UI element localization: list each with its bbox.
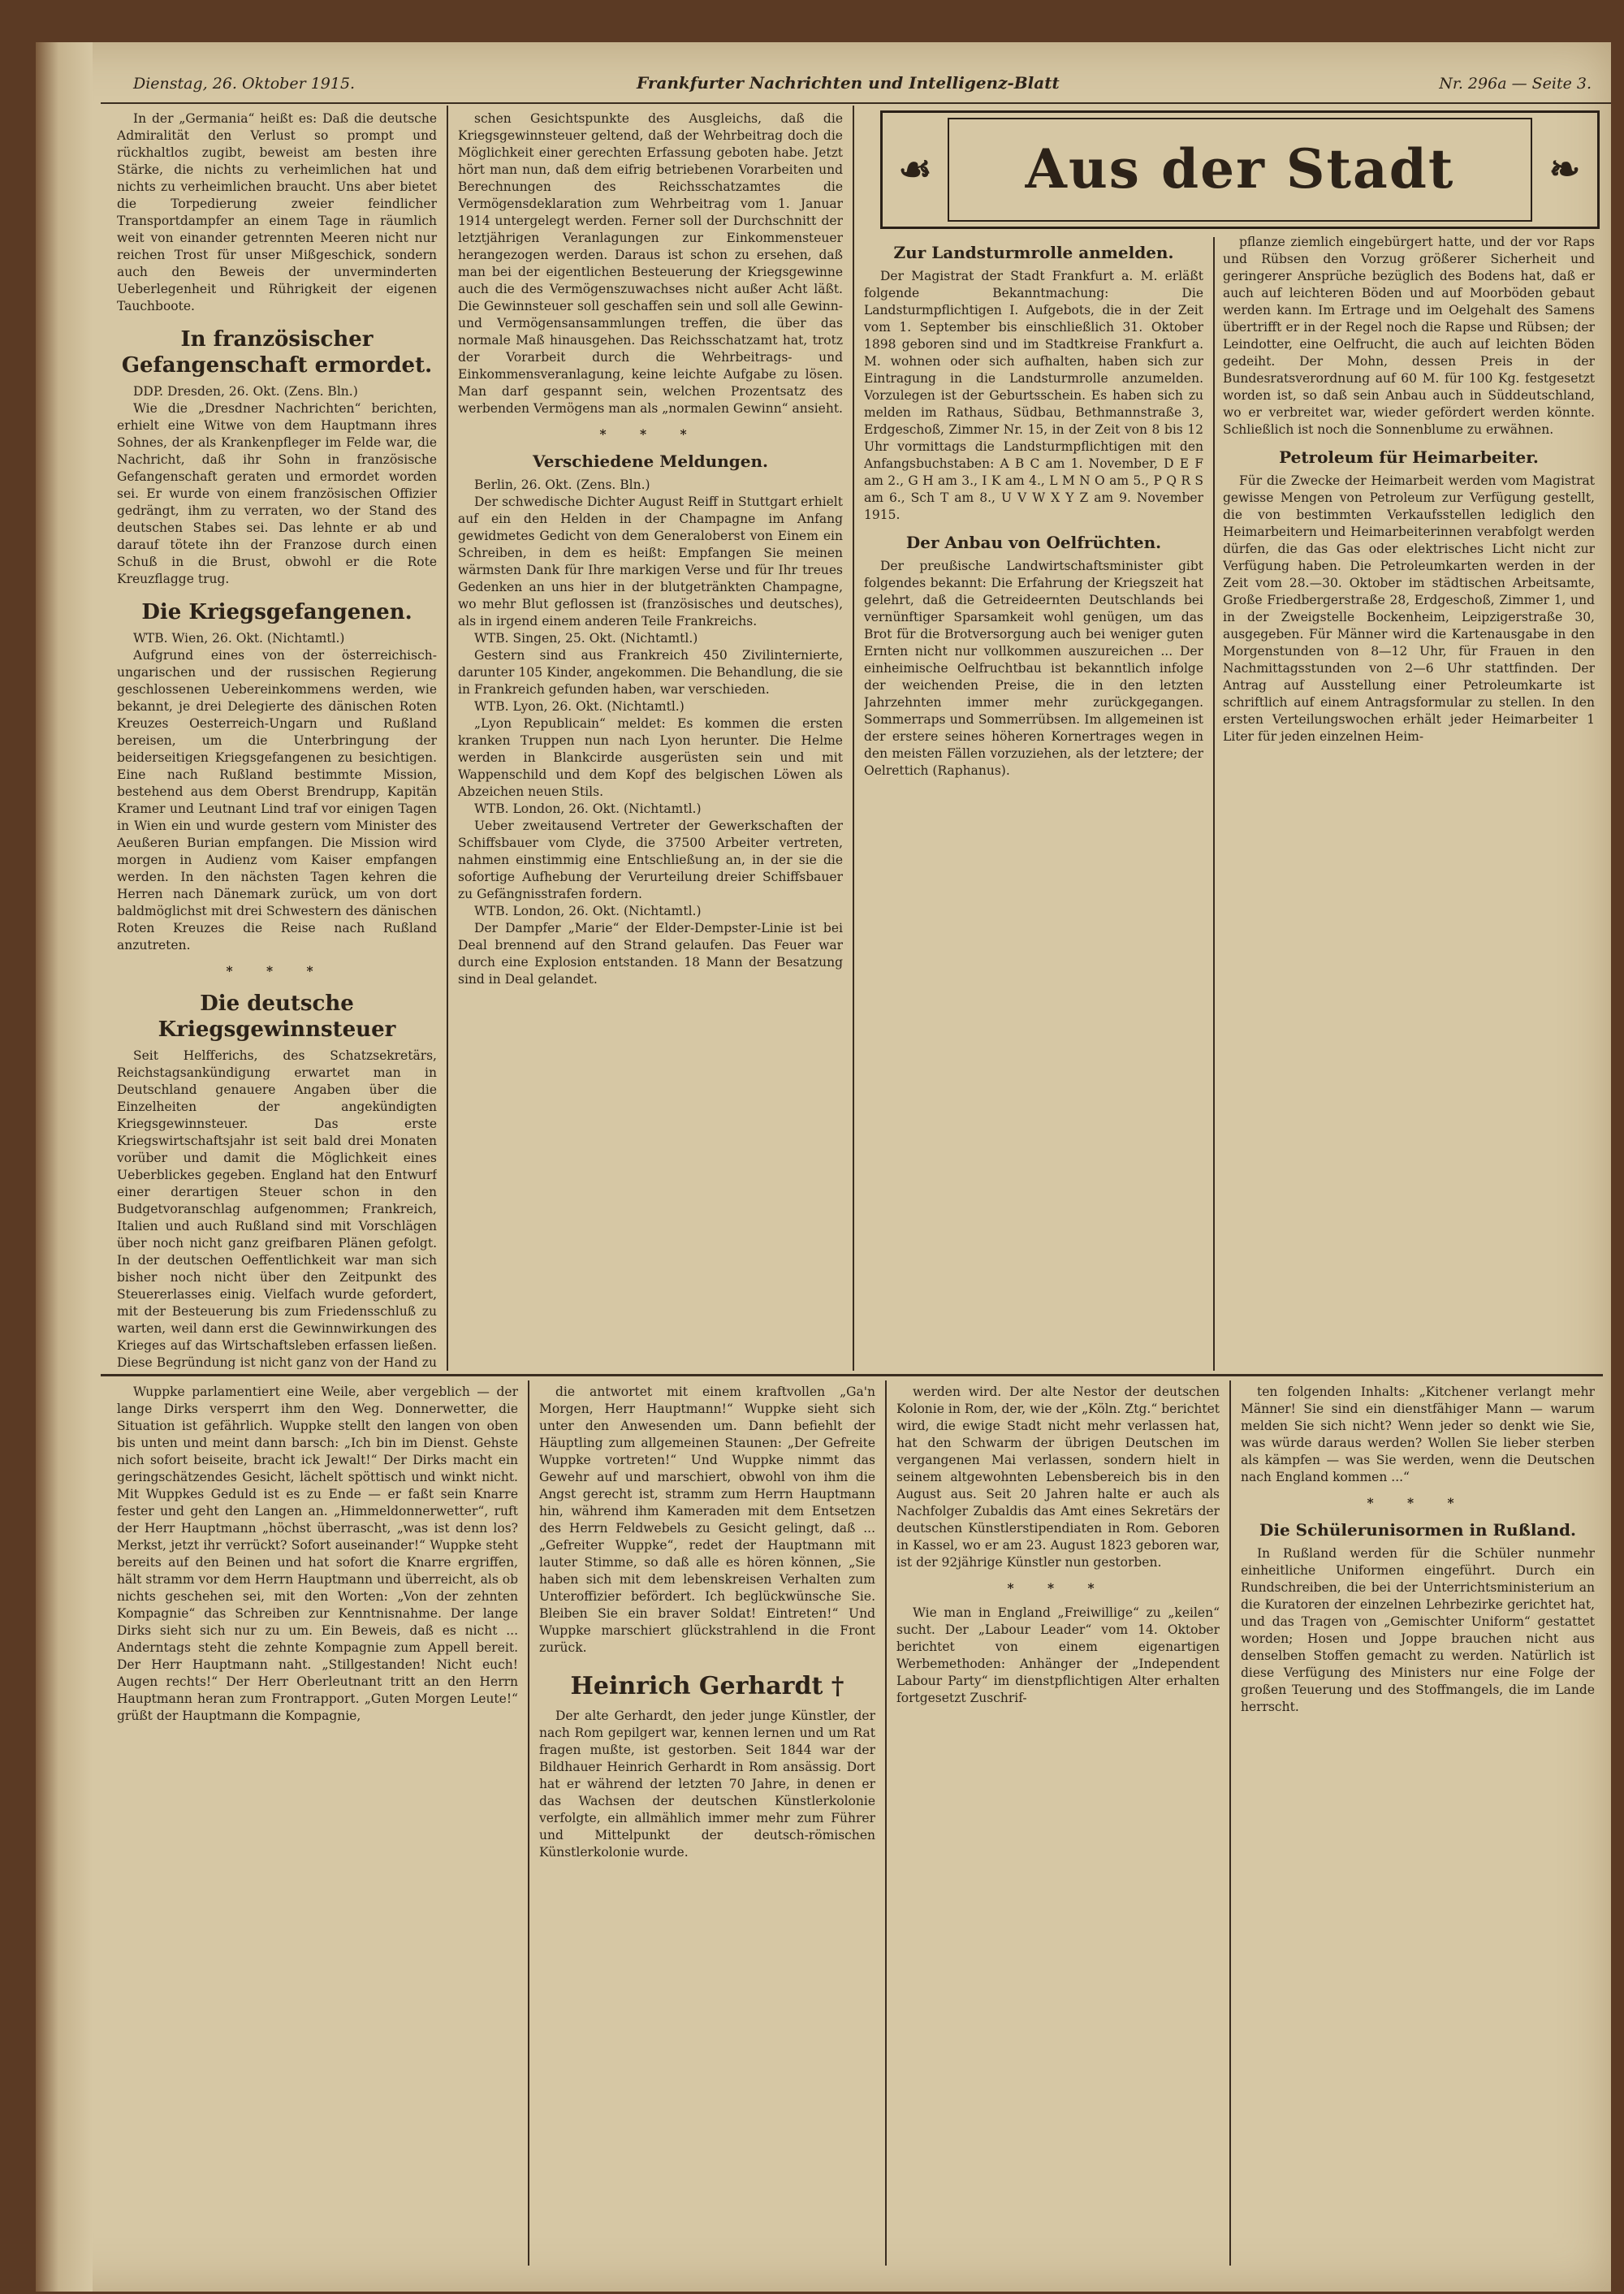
lower-column-2: [539, 1384, 875, 2269]
dateline: Berlin, 26. Okt. (Zens. Bln.): [474, 477, 650, 492]
column-2: [458, 110, 843, 1369]
ornament-right-icon: ❧: [1548, 147, 1581, 191]
dateline: WTB. London, 26. Okt. (Nichtamtl.): [474, 904, 702, 918]
dateline: WTB. Lyon, 26. Okt. (Nichtamtl.): [474, 699, 685, 714]
page-fold-shadow: [36, 42, 93, 2292]
column-rule: [528, 1380, 529, 2266]
dateline: WTB. London, 26. Okt. (Nichtamtl.): [474, 801, 702, 816]
lower-column-1: [117, 1384, 518, 2269]
column-rule: [447, 106, 448, 1371]
headline-meldungen: Verschiedene Meldungen.: [533, 451, 768, 471]
column-4: [1223, 234, 1595, 1369]
section-title: Aus der Stadt: [1025, 137, 1455, 201]
article-body: Der schwedische Dichter August Reiff in Stuttgart erhielt auf ein den Helden in der Champagne im Anfang gewidmetes Gedicht von dem Generaloberst von Einem ein Schreiben, in dem es heißt: Empfangen Sie meinen wärmsten Dank für Ihre markigen Verse und für Ihr treues Gedenken an uns hier in der blutgetränkten Champagne, wo mehr Blut geflossen ist (französisches und deutsches), als in irgend einem anderen Teile Frankreichs.: [458, 495, 843, 629]
column-rule: [853, 106, 854, 1371]
feuilleton-text: Wuppke parlamentiert eine Weile, aber vergeblich — der lange Dirks versperrt ihm den Weg. Donnerwetter, die Situation ist gefährlich. Wuppke stellt den langen von oben bis unten und meint dann barsch: „Ich bin im Dienst. Gehste nich sofort beiseite, bracht ick Jewalt!“ Der Dirks macht ein geringschätzendes Gesicht, lächelt spöttisch und winkt nicht. Mit Wuppkes Geduld ist es zu Ende — er faßt sein Knarre fester und geht den Langen an. „Himmeldonnerwetter“, ruft der Herr Hauptmann „höchst überrascht, „was ist denn los? Merkst, jetzt ihr verrückt? Sofort auseinander!“ Wuppke steht bereits auf den Beinen und hat sofort die Knarre ergriffen, hält stramm vor dem Herrn Hauptmann und überreicht, als ob nichts geschehen sei, mit den Worten: „Von der zehnten Kompagnie“ das Schreiben zur Kenntnisnahme. Der lange Dirks sieht sich nur zu um. Ein Beweis, daß es nicht ... Anderntags steht die zehnte Kompagnie zum Appell bereit. Der Herr Hauptmann naht. „Stillgestanden! Nicht euch! Augen rechts!“ Der Herr Oberleutnant tritt an den Herrn Hauptmann heran zum Frontrapport. „Guten Morgen Leute!“ grüßt der Hauptmann die Kompagnie,: [117, 1385, 518, 1723]
headline-landsturmrolle: Zur Landsturmrolle anmelden.: [893, 243, 1174, 262]
dateline: DDP. Dresden, 26. Okt. (Zens. Bln.): [133, 384, 358, 399]
article-body: pflanze ziemlich eingebürgert hatte, und der vor Raps und Rübsen den Vorzug größerer Sicherheit und geringerer Ansprüche bezüglich des Bodens hat, daß er auch auf leichteren Böden und auf Moorböden gebaut werden kann. Im Ertrage und im Oelgehalt des Samens übertrifft er in der Regel noch die Rapse und Rübsen; der Leindotter, eine Oelfrucht, die auch auf leichten Böden gedeiht. Der Mohn, dessen Preis in der Bundesratsverordnung auf 60 M. für 100 Kg. festgesetzt worden ist, so daß sein Anbau auch in Süddeutschland, wo er verbreitet war, wieder gefördert werden könnte. Schließlich ist noch die Sonnenblume zu erwähnen.: [1223, 235, 1595, 437]
obituary-text: werden wird. Der alte Nestor der deutschen Kolonie in Rom, der, wie der „Köln. Ztg.“ berichtet wird, die ewige Stadt nicht mehr verlassen hat, hat den Schwarm der übrigen Deutschen im vergangenen Mai verlassen, sondern hielt in seinem altgewohnten Lebensbereich bis in den August aus. Seit 20 Jahren halte er auch als Nachfolger Zubaldis das Amt eines Sekretärs der deutschen Künstlerstipendiaten in Rom. Geboren in Kassel, wo er am 23. August 1823 geboren war, ist der 92jährige Künstler nun gestorben.: [896, 1385, 1220, 1570]
headline-kriegsgefangenen: Die Kriegsgefangenen.: [141, 600, 412, 624]
headline-petroleum: Petroleum für Heimarbeiter.: [1279, 447, 1539, 467]
section-divider: [101, 1374, 1603, 1376]
lower-column-3: [896, 1384, 1220, 2269]
headline-gefangenschaft: In französischer Gefangenschaft ermordet.: [121, 327, 433, 378]
newspaper-page: [36, 42, 1611, 2292]
issue-date: Dienstag, 26. Oktober 1915.: [133, 75, 356, 93]
article-body: Wie die „Dresdner Nachrichten“ berichten, erhielt eine Witwe von dem Hauptmann ihres Sohnes, der als Krankenpfleger im Felde war, die Nachricht, daß ihr Sohn in französische Gefangenschaft geraten und ermordet worden sei. Er wurde von einem französischen Offizier gedrängt, ihm zu verraten, wo der Stand des deutschen Stabes sei. Das lehnte er ab und darauf tötete ihn der Franzose durch einen Schuß in die Brust, obwohl er die Rote Kreuzflagge trug.: [117, 401, 437, 586]
feuilleton-text: die antwortet mit einem kraftvollen „Ga'n Morgen, Herr Hauptmann!“ Wuppke sieht sich unter den Anwesenden um. Dann befiehlt der Häuptling zum allgemeinen Staunen: „Der Gefreite Wuppke vortreten!“ Und Wuppke nimmt das Gewehr auf und marschiert, obwohl von ihm die Angst gerecht ist, stramm zum Herrn Hauptmann hin, während ihm Kameraden mit dem Entsetzen des Herrn Feldwebels zu Gesicht gelingt, daß ... „Gefreiter Wuppke“, redet der Hauptmann mit lauter Stimme, so daß alle es hören können, „Sie haben sich mit dem lebenskreisen Verhalten zum Unteroffizier befördert. Ich beglückwünsche Sie. Bleiben Sie ein braver Soldat! Eintreten!“ Und Wuppke marschiert glückstrahlend in die Front zurück.: [539, 1385, 875, 1655]
running-head: [101, 70, 1611, 104]
headline-oelfruechte: Der Anbau von Oelfrüchten.: [905, 533, 1162, 552]
column-rule: [885, 1380, 887, 2266]
headline-kriegsgewinnsteuer: Die deutsche Kriegsgewinnsteuer: [158, 991, 396, 1042]
article-body: ten folgenden Inhalts: „Kitchener verlangt mehr Männer! Sie sind ein dienstfähiger Mann — warum melden Sie sich nicht? Wenn jeder so denkt wie Sie, was würde daraus werden? Wollen Sie lieber sterben als kämpfen — was Sie werden, wenn die Deutschen nach England kommen ...“: [1241, 1385, 1595, 1484]
article-body: „Lyon Republicain“ meldet: Es kommen die ersten kranken Truppen nun nach Lyon herunter. Die Helme werden in Blankcirde ausgerüsten sein und mit Wappenschild und dem Kopf des belgischen Löwen als Abzeichen neuen Stils.: [458, 716, 843, 799]
issue-page-number: Nr. 296a — Seite 3.: [1439, 75, 1592, 93]
article-body: Ueber zweitausend Vertreter der Gewerkschaften der Schiffsbauer vom Clyde, die 37500 Arbeiter vertreten, nahmen einstimmig eine Entschließung an, in der sie die sofortige Aufhebung der Verurteilung dreier Schiffsbauer zu Gefängnisstrafen fordern.: [458, 819, 843, 901]
masthead-frame: [948, 118, 1532, 222]
column-rule: [1229, 1380, 1231, 2266]
section-separator-stars: * * *: [599, 426, 702, 442]
article-body: In Rußland werden für die Schüler nunmehr einheitliche Uniformen eingeführt. Durch ein Rundschreiben, die bei der Unterrichtsministerium an die Kuratoren der einzelnen Lehrbezirke gerichtet hat, und das Tragen von „Gemischter Uniform“ gestattet worden; Hosen und Joppe brauchen nicht aus denselben Stoffen gemacht zu werden. Natürlich ist diese Verfügung des Ministers nur eine Folge der großen Teuerung und des Stoffmangels, die im Lande herrscht.: [1241, 1546, 1595, 1714]
article-body: Gestern sind aus Frankreich 450 Zivilinternierte, darunter 105 Kinder, angekommen. Die Behandlung, die sie in Frankreich gefunden haben, war verschieden.: [458, 648, 843, 697]
article-intro-text: In der „Germania“ heißt es: Daß die deutsche Admiralität den Verlust so prompt und rückhaltlos zugibt, beweist am besten ihre Stärke, die nichts zu verheimlichen hat und nichts zu verheimlichen braucht. Uns aber bietet die Torpedierung zweier feindlicher Transportdampfer an einem Tage in räumlich weit von einander getrennten Meeren nicht nur reichen Trost für unser Mißgeschick, sondern auch den Beweis der unverminderten Ueberlegenheit und Rührigkeit der eigenen Tauchboote.: [117, 111, 437, 313]
article-body: Der preußische Landwirtschaftsminister gibt folgendes bekannt: Die Erfahrung der Kriegszeit hat gelehrt, daß die Getreideernten Deutschlands bei vernünftiger Sparsamkeit wohl genügen, um das Brot für die Brotversorgung auch bei weniger guten Ernten nicht nur vollkommen auszureichen ... Der einheimische Oelfruchtbau ist bekanntlich infolge der weichenden Preise, die in den letzten Jahrzehnten immer mehr zurückgegangen. Sommerraps und Sommerrübsen. Im allgemeinen ist der erstere seines höheren Kornertrages wegen in den meisten Fällen vorzuziehen, als der letztere; der Oelrettich (Raphanus).: [864, 559, 1203, 778]
article-body: Wie man in England „Freiwillige“ zu „keilen“ sucht. Der „Labour Leader“ vom 14. Oktober berichtet von einem eigenartigen Werbemethoden: Anhänger der „Independent Labour Party“ im dienstpflichtigen Alter erhalten fortgesetzt Zuschrif-: [896, 1605, 1220, 1705]
article-body: Der Dampfer „Marie“ der Elder-Dempster-Linie ist bei Deal brennend auf den Strand gelaufen. Das Feuer war durch eine Explosion entstanden. 18 Mann der Besatzung sind in Deal gelandet.: [458, 921, 843, 987]
section-separator-stars: * * *: [1007, 1580, 1109, 1596]
article-body: schen Gesichtspunkte des Ausgleichs, daß die Kriegsgewinnsteuer geltend, daß der Wehrbeitrag doch die Möglichkeit einer gerechten Erfassung geboten habe. Jetzt hört man nun, daß dem eifrig betriebenen Vorarbeiten und Berechnungen des Reichsschatzamtes die Vermögensdeklaration zum Wehrbeitrag vom 1. Januar 1914 untergelegt werden. Ferner soll der Durchschnitt der letztjährigen Veranlagungen zur Einkommensteuer herangezogen werden. Daraus ist schon zu ersehen, daß man bei der eigentlichen Besteuerung der Kriegsgewinne auch die des Vermögenszuwachses nicht außer Acht läßt. Die Gewinnsteuer soll geschaffen sein und soll alle Gewinn- und Vermögensansammlungen treffen, die über das normale Maß hinausgehen. Das Reichsschatzamt hat, trotz der Vorarbeit durch die Wehrbeitrags- und Einkommensveranlagung, keine leichte Aufgabe zu lösen. Man darf gespannt sein, welchen Prozentsatz des werbenden Vermögens man als „normalen Gewinn“ ansieht.: [458, 111, 843, 416]
headline-schueleruniformen: Die Schülerunisormen in Rußland.: [1259, 1520, 1576, 1540]
section-separator-stars: * * *: [1367, 1495, 1469, 1510]
dateline: WTB. Singen, 25. Okt. (Nichtamtl.): [474, 631, 698, 646]
newspaper-name: Frankfurter Nachrichten und Intelligenz-Blatt: [637, 73, 1060, 93]
column-1: [117, 110, 437, 1369]
column-rule: [1213, 237, 1215, 1371]
section-separator-stars: * * *: [226, 963, 328, 979]
article-body: Aufgrund eines von der österreichisch-ungarischen und der russischen Regierung geschlossenen Uebereinkommens werden, wie bekannt, je drei Delegierte des dänischen Roten Kreuzes Oesterreich-Ungarn und Rußland bereisen, um die Unterbringung der beiderseitigen Kriegsgefangenen zu besichtigen. Eine nach Rußland bestimmte Mission, bestehend aus dem Oberst Brendrupp, Kapitän Kramer und Leutnant Lind traf vor einigen Tagen in Wien ein und wurde gestern vom Minister des Aeußeren Burian empfangen. Die Mission wird morgen in Audienz vom Kaiser empfangen werden. In den nächsten Tagen kehren die Herren nach Dänemark zurück, um von dort baldmöglichst mit drei Schwestern des dänischen Roten Kreuzes die Reise nach Rußland anzutreten.: [117, 648, 437, 953]
ornament-left-icon: ☙: [898, 147, 932, 191]
column-3: [864, 234, 1203, 1369]
lower-column-4: [1241, 1384, 1595, 2269]
obituary-text: Der alte Gerhardt, den jeder junge Künstler, der nach Rom gepilgert war, kennen lernen und um Rat fragen mußte, ist gestorben. Seit 1844 war der Bildhauer Heinrich Gerhardt in Rom ansässig. Dort hat er während der letzten 70 Jahre, in denen er das Wachsen der deutschen Künstlerkolonie verfolgte, ein allmählich immer mehr zum Führer und Mittelpunkt der deutsch-römischen Künstlerkolonie wurde.: [539, 1709, 875, 1860]
article-body: Der Magistrat der Stadt Frankfurt a. M. erläßt folgende Bekanntmachung: Die Landsturmpflichtigen I. Aufgebots, die in der Zeit vom 1. September bis einschließlich 31. Oktober 1898 geboren sind und im Stadtkreise Frankfurt a. M. wohnen oder sich aufhalten, haben sich zur Eintragung in die Landsturmrolle anzumelden. Vorzulegen ist der Geburtsschein. Es haben sich zu melden im Rathaus, Südbau, Bethmannstraße 3, Erdgeschoß, Zimmer Nr. 15, in der Zeit von 8 bis 12 Uhr vormittags die Landsturmpflichtigen mit den Anfangsbuchstaben: A B C am 1. November, D E F am 2., G H am 3., I K am 4., L M N O am 5., P Q R S am 6., Sch T am 8., U V W X Y Z am 9. November 1915.: [864, 269, 1203, 522]
article-body: Seit Helfferichs, des Schatzsekretärs, Reichstagsankündigung erwartet man in Deutschland genauere Angaben über die Einzelheiten der angekündigten Kriegsgewinnsteuer. Das erste Kriegswirtschaftsjahr ist seit bald drei Monaten vorüber und damit die Möglichkeit eines Ueberblickes gegeben. England hat den Entwurf einer derartigen Steuer schon in den Budgetvoranschlag aufgenommen; Frankreich, Italien und auch Rußland sind mit Vorschlägen über noch nicht ganz greifbaren Plänen gefolgt. In der deutschen Oeffentlichkeit war man sich bisher noch nicht über den Zeitpunkt des Steuererlasses einig. Vielfach wurde gefordert, mit der Besteuerung bis zum Friedensschluß zu warten, weil dann erst die Gewinnwirkungen des Krieges auf das Wirtschaftsleben erfassen ließen. Diese Begründung ist nicht ganz von der Hand zu: [117, 1048, 437, 1369]
section-masthead: [880, 110, 1600, 229]
dateline: WTB. Wien, 26. Okt. (Nichtamtl.): [133, 631, 345, 646]
article-body: Für die Zwecke der Heimarbeit werden vom Magistrat gewisse Mengen von Petroleum zur Verfügung gestellt, die von bestimmten Verkaufsstellen lediglich den Heimarbeitern und Heimarbeiterinnen verabfolgt werden dürfen, die das Gas oder elektrisches Licht nicht zur Verfügung haben. Die Petroleumkarten werden in der Zeit vom 28.—30. Oktober im städtischen Arbeitsamte, Große Friedbergerstraße 28, Erdgeschoß, Zimmer 1, und in der Zweigstelle Bockenheim, Leipzigerstraße 30, ausgegeben. Für Männer wird die Kartenausgabe in den Morgenstunden von 8—12 Uhr, für Frauen in den Nachmittagsstunden von 2—6 Uhr stattfinden. Der Antrag auf Ausstellung einer Petroleumkarte ist schriftlich auf einem Antragsformular zu stellen. In den ersten Verteilungswochen erhält jeder Heimarbeiter 1 Liter für jeden einzelnen Heim-: [1223, 473, 1595, 744]
headline-gerhardt: Heinrich Gerhardt †: [570, 1672, 844, 1700]
